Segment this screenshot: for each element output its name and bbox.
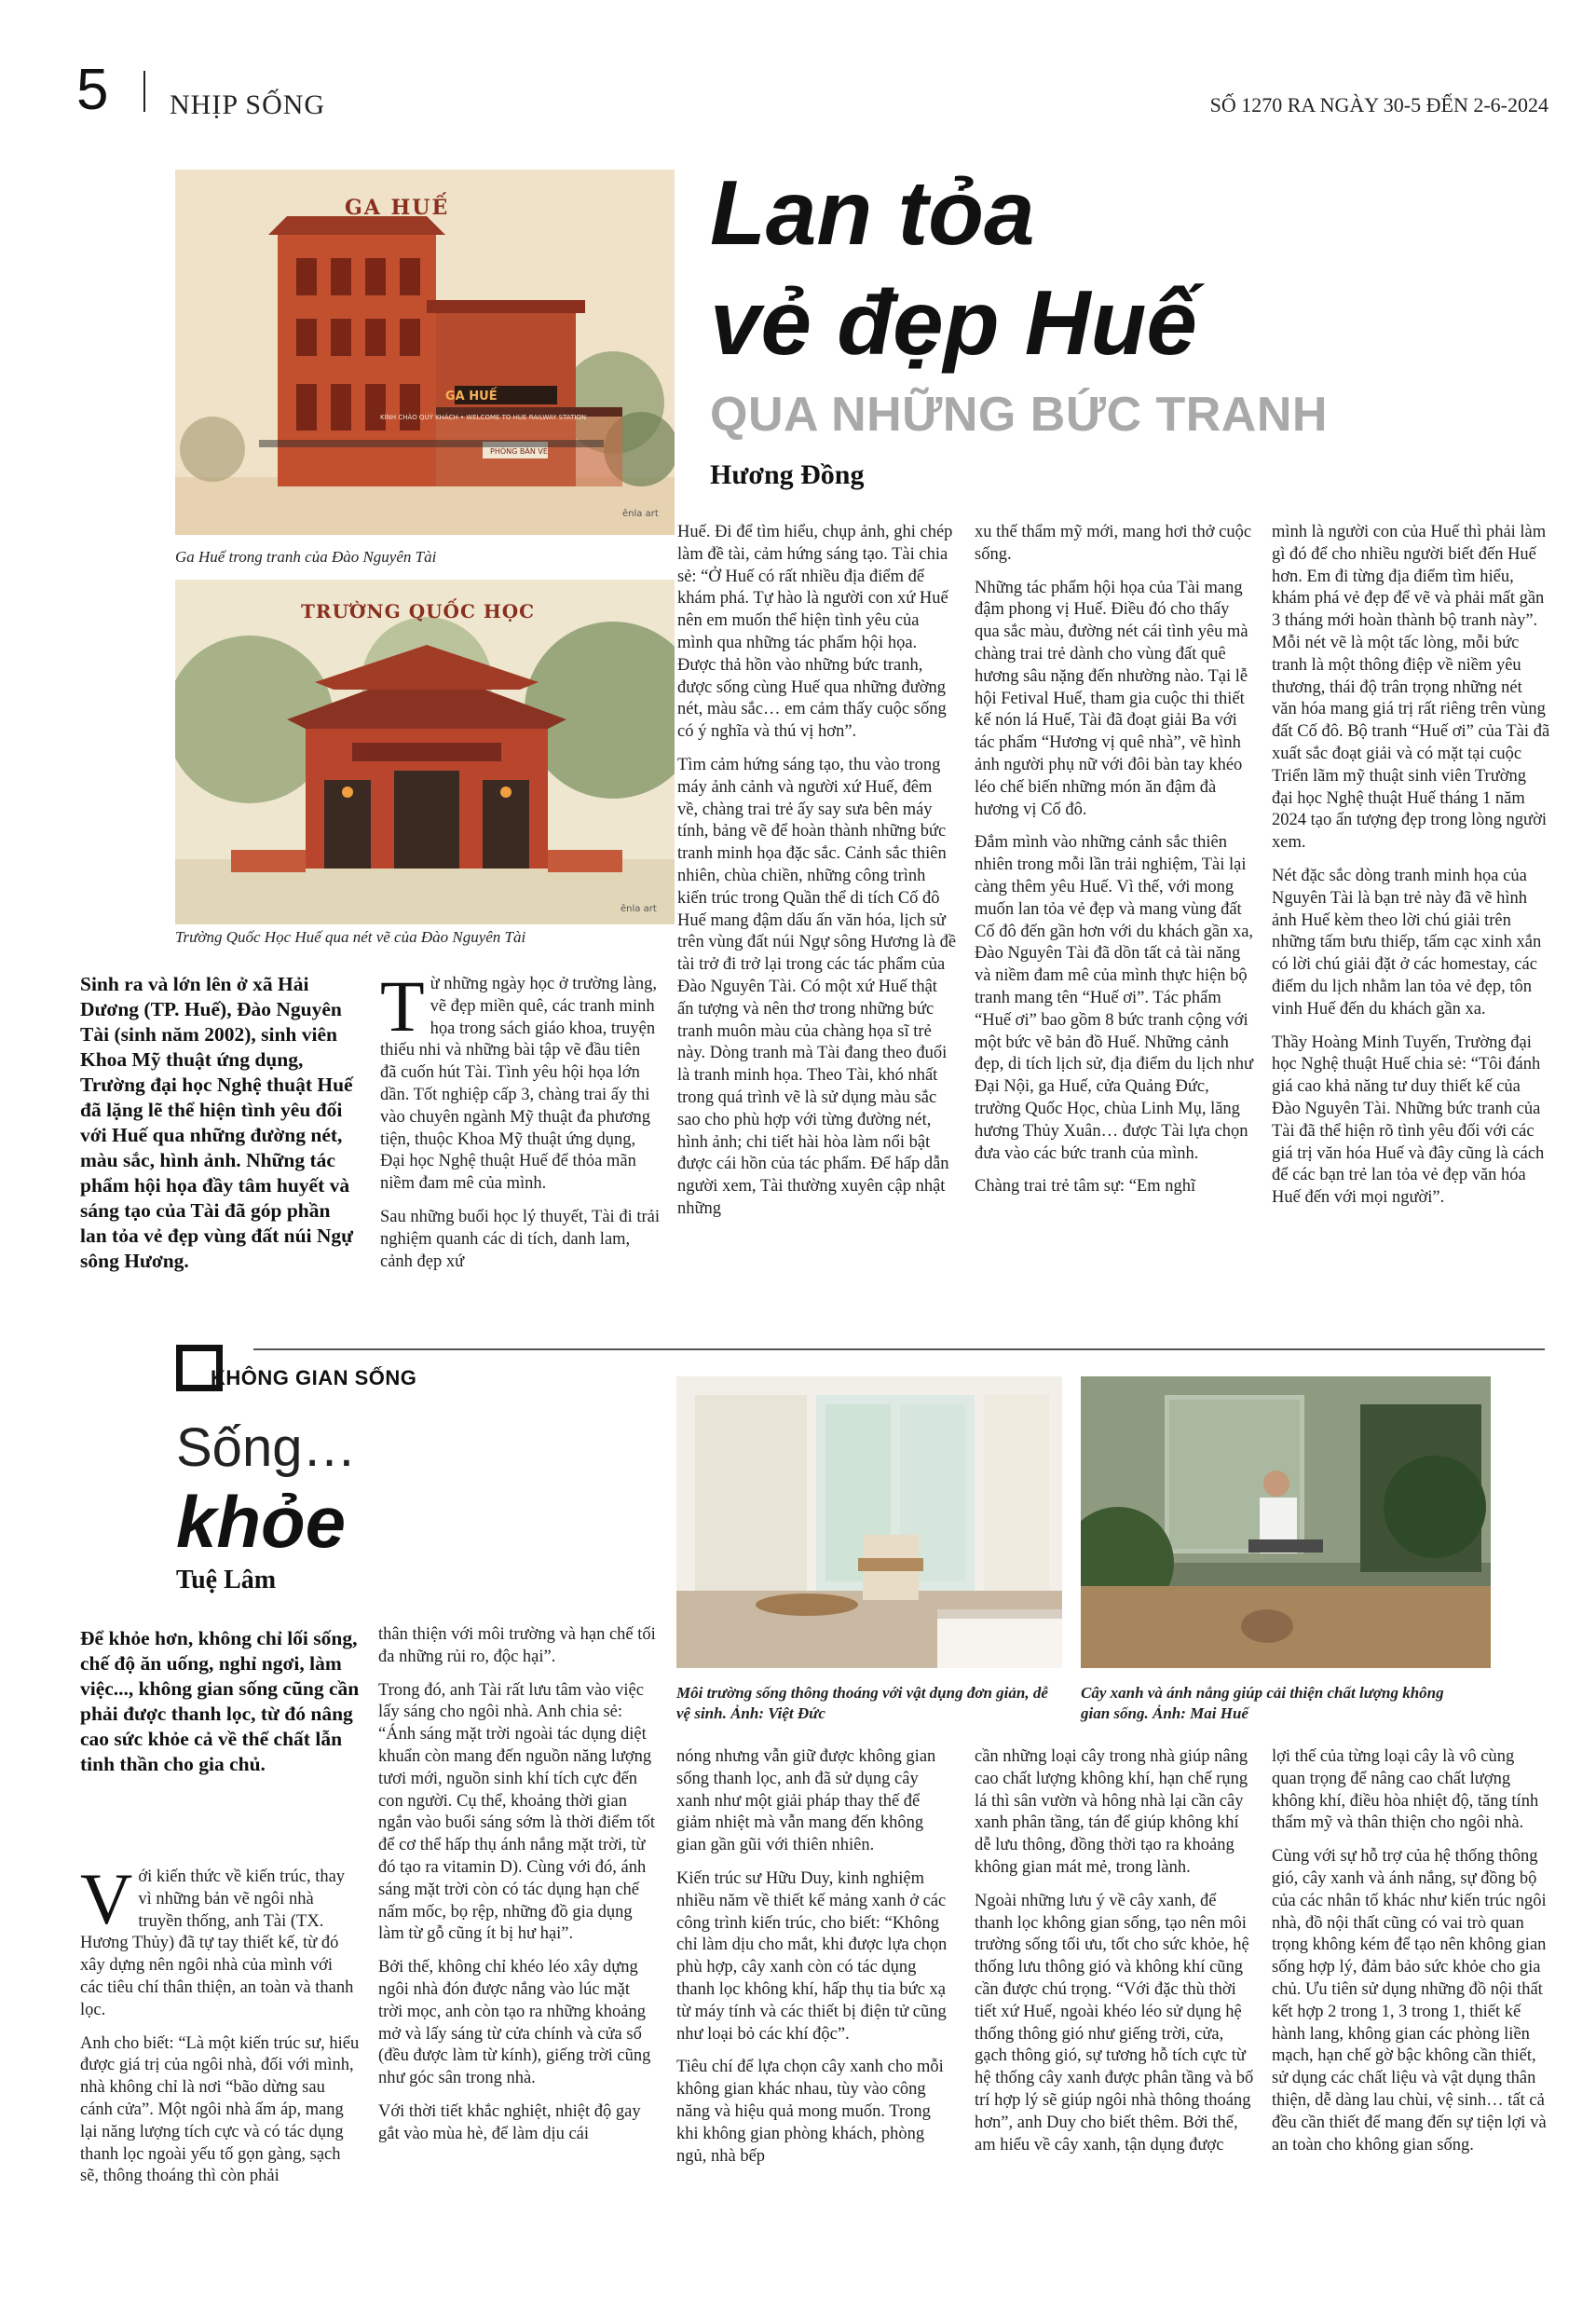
paragraph: lợi thế của từng loại cây là vô cùng quan trọng để nâng cao chất lượng không khí, điều hòa nhiệt độ, tăng tính thẩm mỹ và thân thiện cho ngôi nhà.	[1272, 1747, 1539, 1833]
paragraph: Chàng trai trẻ tâm sự: “Em nghĩ	[975, 1177, 1196, 1197]
article-byline: Hương Đồng	[710, 459, 865, 490]
article2-column-2	[378, 1624, 658, 2230]
article-title-line2: vẻ đẹp Huế	[710, 271, 1197, 374]
paragraph: Bởi thế, không chỉ khéo léo xây dựng ngôi nhà đón được nắng vào lúc mặt trời mọc, anh còn tạo ra những khoảng mở và lấy sáng từ cửa chính và cửa sổ (đều được làm từ kính), giếng trời cũng như góc sân trong nhà.	[378, 1958, 651, 2088]
paragraph: Thầy Hoàng Minh Tuyến, Trường đại học Nghệ thuật Huế chia sẻ: “Tôi đánh giá cao khả năng tư duy thiết kế của Đào Nguyên Tài. Những bức tranh của Tài đã thể hiện rõ tình yêu đối với các giá trị văn hóa Huế và đây cũng là cách để các bạn trẻ lan tỏa vẻ đẹp văn hóa Huế đến với mọi người”.	[1272, 1033, 1545, 1208]
quoc-hoc-painting	[175, 580, 675, 924]
section-divider	[253, 1348, 1545, 1350]
ga-hue-painting	[175, 170, 675, 535]
living-room-photo	[676, 1376, 1062, 1668]
paragraph: ới kiến thức về kiến trúc, thay vì những bản vẽ ngôi nhà truyền thống, anh Tài (TX. Hương Thủy) đã tự tay thiết kế, từ đó xây dựng nên ngôi nhà của mình với các tiêu chí thân thiện, an toàn và thanh lọc.	[80, 1867, 354, 2019]
article2-column-5	[1272, 1746, 1551, 2231]
paragraph: thân thiện với môi trường và hạn chế tối đa những rủi ro, độc hại”.	[378, 1625, 656, 1666]
paragraph: xu thế thẩm mỹ mới, mang hơi thở cuộc sống.	[975, 523, 1252, 564]
column-label: KHÔNG GIAN SỐNG	[211, 1366, 417, 1389]
paragraph: Với thời tiết khắc nghiệt, nhiệt độ gay gắt vào mùa hè, để làm dịu cái	[378, 2101, 641, 2143]
article2-column-3	[676, 1746, 956, 2231]
image2-caption: Trường Quốc Học Huế qua nét vẽ của Đào Nguyên Tài	[175, 928, 526, 946]
article2-title-line1: Sống…	[176, 1417, 357, 1478]
paragraph: Sau những buổi học lý thuyết, Tài đi trải nghiệm quanh các di tích, danh lam, cảnh đẹp xứ	[380, 1207, 660, 1271]
svg-text:ênla art: ênla art	[621, 904, 657, 914]
quoc-hoc-sign: TRƯỜNG QUỐC HỌC	[301, 600, 536, 622]
paragraph: Huế. Đi để tìm hiểu, chụp ảnh, ghi chép làm đề tài, cảm hứng sáng tạo. Tài chia sẻ: “Ở Huế có rất nhiều địa điểm để khám phá. Tự hào là người con xứ Huế nên em muốn thể hiện tình yêu của mình qua những tác phẩm hội họa. Được thả hồn vào những bức tranh, được sống cùng Huế qua những đường nét, màu sắc… em cảm thấy cuộc sống có ý nghĩa và thú vị hơn”.	[677, 523, 953, 742]
paragraph: Nét đặc sắc dòng tranh minh họa của Nguyên Tài là bạn trẻ này đã vẽ hình ảnh Huế kèm theo lời chú giải trên những tấm bưu thiếp, tấm cạc xinh xắn có lời chú giải đặt ở các homestay, các điểm du lịch nhằm lan tỏa vẻ đẹp, tôn vinh Huế đến du khách gần xa.	[1272, 866, 1542, 1019]
article1-column-4	[1272, 522, 1551, 1331]
article2-title-line2: khỏe	[176, 1481, 347, 1563]
article2-column-4	[975, 1746, 1254, 2231]
article2-dropcap: V	[80, 1867, 133, 1939]
photo2-caption: Cây xanh và ánh nắng giúp cải thiện chất lượng không gian sống. Ảnh: Mai Huế	[1081, 1684, 1444, 1722]
svg-text:ênla art: ênla art	[622, 509, 659, 519]
article-subtitle: QUA NHỮNG BỨC TRANH	[710, 388, 1328, 442]
photo1-caption: Môi trường sống thông thoáng với vật dụng đơn giản, dễ vệ sinh. Ảnh: Việt Đức	[676, 1684, 1048, 1722]
paragraph: ừ những ngày học ở trường làng, vẽ đẹp miền quê, các tranh minh họa trong sách giáo khoa, truyện thiếu nhi và những bài tập vẽ đầu tiên đã cuốn hút Tài. Tình yêu hội họa lớn dần. Tốt nghiệp cấp 3, chàng trai ấy thi vào chuyên ngành Mỹ thuật đa phương tiện, thuộc Khoa Mỹ thuật ứng dụng, Đại học Nghệ thuật Huế để thỏa mãn niềm đam mê của mình.	[380, 975, 658, 1194]
article1-column-1	[380, 974, 660, 1334]
article-title-line1: Lan tỏa	[710, 161, 1035, 264]
image1-caption: Ga Huế trong tranh của Đào Nguyên Tài	[175, 548, 437, 566]
paragraph: mình là người con của Huế thì phải làm gì đó để cho nhiều người biết đến Huế hơn. Em đi từng địa điểm tìm hiểu, khám phá vẻ đẹp để vẽ và phải mất gần 3 tháng mới hoàn thành bộ tranh này”. Mỗi nét vẽ là một tấc lòng, mỗi bức tranh là một thông điệp về niềm yêu thương, thái độ trân trọng những nét văn hóa mang giá trị rất riêng trên vùng đất Cố đô. Bộ tranh “Huế ơi” của Tài đã xuất sắc đoạt giải và có mặt tại cuộc Triển lãm mỹ thuật sinh viên Trường đại học Nghệ thuật Huế tháng 1 năm 2024 tạo ấn tượng đẹp trong lòng người xem.	[1272, 523, 1550, 853]
paragraph: Kiến trúc sư Hữu Duy, kinh nghiệm nhiều năm về thiết kế mảng xanh ở các công trình kiến trúc, cho biết: “Không chỉ làm dịu cho mắt, khi được lựa chọn phù hợp, cây xanh còn có tác dụng thanh lọc không khí, hấp thụ tia bức xạ từ máy tính và các thiết bị điện tử cũng như loại bỏ các khí độc”.	[676, 1868, 948, 2044]
paragraph: nóng nhưng vẫn giữ được không gian sống thanh lọc, anh đã sử dụng cây xanh như một giải pháp thay thế để giảm nhiệt mà vẫn mang đến không gian gần gũi với thiên nhiên.	[676, 1747, 936, 1855]
paragraph: Những tác phẩm hội họa của Tài mang đậm phong vị Huế. Điều đó cho thấy qua sắc màu, đường nét cái tình yêu mà chàng trai trẻ dành cho vùng đất quê hương sâu nặng đến nhường nào. Tại lễ hội Fetival Huế, tham gia cuộc thi thiết kế nón lá Huế, Tài đã đoạt giải Ba với tác phẩm “Hương vị quê nhà”, vẽ hình ảnh người phụ nữ với đôi bàn tay khéo léo chế biến những món ăn đậm đà hương vị Cố đô.	[975, 578, 1248, 819]
paragraph: Trong đó, anh Tài rất lưu tâm vào việc lấy sáng cho ngôi nhà. Anh chia sẻ: “Ánh sáng mặt trời ngoài tác dụng diệt khuẩn còn mang đến nguồn năng lượng tươi mới, nguồn sinh khí tích cực đến con người. Cụ thể, khoảng thời gian ngắn vào buổi sáng sớm là thời điểm tốt để cơ thể hấp thụ ánh nắng mặt trời, từ đó tạo ra vitamin D). Cùng với đó, ánh sáng mặt trời còn có tác dụng hạn chế nấm mốc, bọ rệp, những đồ gia dụng làm từ gỗ cũng ít bị hư hại”.	[378, 1680, 656, 1944]
article2-byline: Tuệ Lâm	[176, 1566, 277, 1594]
ga-hue-sign: GA HUẾ	[345, 196, 450, 220]
article2-lead: Để khỏe hơn, không chỉ lối sống, chế độ ăn uống, nghỉ ngơi, làm việc..., không gian sống cũng cần phải được thanh lọc, từ đó nâng cao sức khỏe cả về thể chất lẫn tinh thần cho gia chủ.	[80, 1627, 360, 1775]
svg-text:KÍNH CHÀO QUÝ KHÁCH • WELCOME: KÍNH CHÀO QUÝ KHÁCH • WELCOME TO HUE RAILWAY STATION	[380, 414, 587, 421]
paragraph: Ngoài những lưu ý về cây xanh, để thanh lọc không gian sống, tạo nên môi trường sống tối ưu, tốt cho sức khỏe, hệ thống lưu thông gió và không khí cũng cần được chú trọng. “Với đặc thù thời tiết xứ Huế, ngoài khéo léo sử dụng hệ thống thông gió như giếng trời, cửa, gạch thông gió, sự tương hỗ tích cực từ hệ thống cây xanh được phân tầng và bố trí hợp lý sẽ giúp ngôi nhà thông thoáng hơn”, anh Duy cho biết thêm. Bởi thế, am hiểu về cây xanh, tận dụng được	[975, 1891, 1254, 2155]
article1-column-3	[975, 522, 1254, 1331]
garden-photo	[1081, 1376, 1491, 1668]
paragraph: cần những loại cây trong nhà giúp nâng cao chất lượng không khí, hạn chế rụng lá thì sân vườn và hông nhà lại cần cây xanh phân tầng, tán để giúp không khí dễ lưu thông, đồng thời tạo ra khoảng không gian mát mẻ, trong lành.	[975, 1747, 1248, 1877]
article1-column-2	[677, 522, 957, 1331]
page-number: 5	[76, 58, 109, 122]
paragraph: Cùng với sự hỗ trợ của hệ thống thông gió, cây xanh và ánh nắng, sự đồng bộ của các nhân tố khác như kiến trúc ngôi nhà, đồ nội thất cũng có vai trò quan trọng không kém để tạo nên không gian sống hợp lý, đảm bảo sức khỏe cho gia chủ. Ưu tiên sử dụng những đồ nội thất kết hợp 2 trong 1, 3 trong 1, thiết kế hành lang, không gian các phòng liền mạch, hạn chế gờ bậc không cần thiết, sử dụng các chất liệu và vật dụng thân thiện, dễ dàng lau chùi, vệ sinh… tất cả đều cần thiết để mang đến sự tiện lợi và an toàn cho không gian sống.	[1272, 1847, 1547, 2155]
paragraph: Tìm cảm hứng sáng tạo, thu vào trong máy ảnh cảnh và người xứ Huế, đêm về, chàng trai trẻ ấy say sưa bên máy tính, bảng vẽ để hoàn thành những bức tranh minh họa đặc sắc. Cảnh sắc thiên nhiên, chùa chiền, những công trình kiến trúc trong Quần thể di tích Cố đô Huế mang đậm dấu ấn văn hóa, lịch sử trên vùng đất núi Ngự sông Hương là đề tài trở đi trở lại trong các tác phẩm của Đào Nguyên Tài. Có một xứ Huế thật ấn tượng và nên thơ trong những bức tranh muôn màu của chàng họa sĩ trẻ này. Dòng tranh mà Tài đang theo đuổi là tranh minh họa. Theo Tài, khó nhất trong quá trình vẽ là sử dụng màu sắc sao cho phù hợp với từng đường nét, hình ảnh; chi tiết hài hòa làm nổi bật được cái hồn của tác phẩm. Để hấp dẫn người xem, Tài thường xuyên cập nhật những	[677, 755, 957, 1218]
article1-dropcap: T	[380, 974, 425, 1047]
section-name: NHỊP SỐNG	[170, 89, 326, 120]
paragraph: Đắm mình vào những cảnh sắc thiên nhiên trong mỗi lần trải nghiệm, Tài lại càng thêm yêu Huế. Vì thế, với mong muốn lan tỏa vẻ đẹp và mang vùng đất Cố đô đến gần hơn với du khách gần xa, Đào Nguyên Tài đã dồn tất cả tài năng và niềm đam mê của mình thực hiện bộ tranh mang tên “Huế ơi”. Tác phẩm “Huế ơi” bao gồm 8 bức tranh cộng với một bức vẽ bản đồ Huế. Những cảnh đẹp, di tích lịch sử, địa điểm du lịch như Đại Nội, ga Huế, cửa Quảng Đức, trường Quốc Học, chùa Linh Mụ, lăng hương Thủy Xuân… được Tài lựa chọn đưa vào các bức tranh của mình.	[975, 833, 1254, 1163]
svg-text:GA HUẾ: GA HUẾ	[445, 390, 498, 404]
svg-text:PHÒNG BÁN VÉ: PHÒNG BÁN VÉ	[490, 447, 548, 456]
article2-column-1	[80, 1867, 360, 2230]
page-header	[76, 58, 1548, 123]
article1-lead: Sinh ra và lớn lên ở xã Hải Dương (TP. Huế), Đào Nguyên Tài (sinh năm 2002), sinh viên Khoa Mỹ thuật ứng dụng, Trường đại học Nghệ thuật Huế đã lặng lẽ thể hiện tình yêu đối với Huế qua những đường nét, màu sắc, hình ảnh. Những tác phẩm hội họa đầy tâm huyết và sáng tạo của Tài đã góp phần lan tỏa vẻ đẹp vùng đất núi Ngự sông Hương.	[80, 973, 354, 1272]
issue-info: SỐ 1270 RA NGÀY 30-5 ĐẾN 2-6-2024	[1209, 93, 1548, 116]
paragraph: Tiêu chí để lựa chọn cây xanh cho mỗi không gian khác nhau, tùy vào công năng và hiệu quả mong muốn. Trong khi không gian phòng khách, phòng ngủ, nhà bếp	[676, 2058, 944, 2166]
header-divider	[143, 71, 145, 112]
paragraph: Anh cho biết: “Là một kiến trúc sư, hiểu được giá trị của ngôi nhà, đối với mình, nhà không chỉ là nơi “bão dừng sau cánh cửa”. Một ngôi nhà ấm áp, mang lại năng lượng tích cực và có tác dụng thanh lọc ngoài yếu tố gọn gàng, sạch sẽ, thông thoáng thì còn phải	[80, 2033, 360, 2186]
